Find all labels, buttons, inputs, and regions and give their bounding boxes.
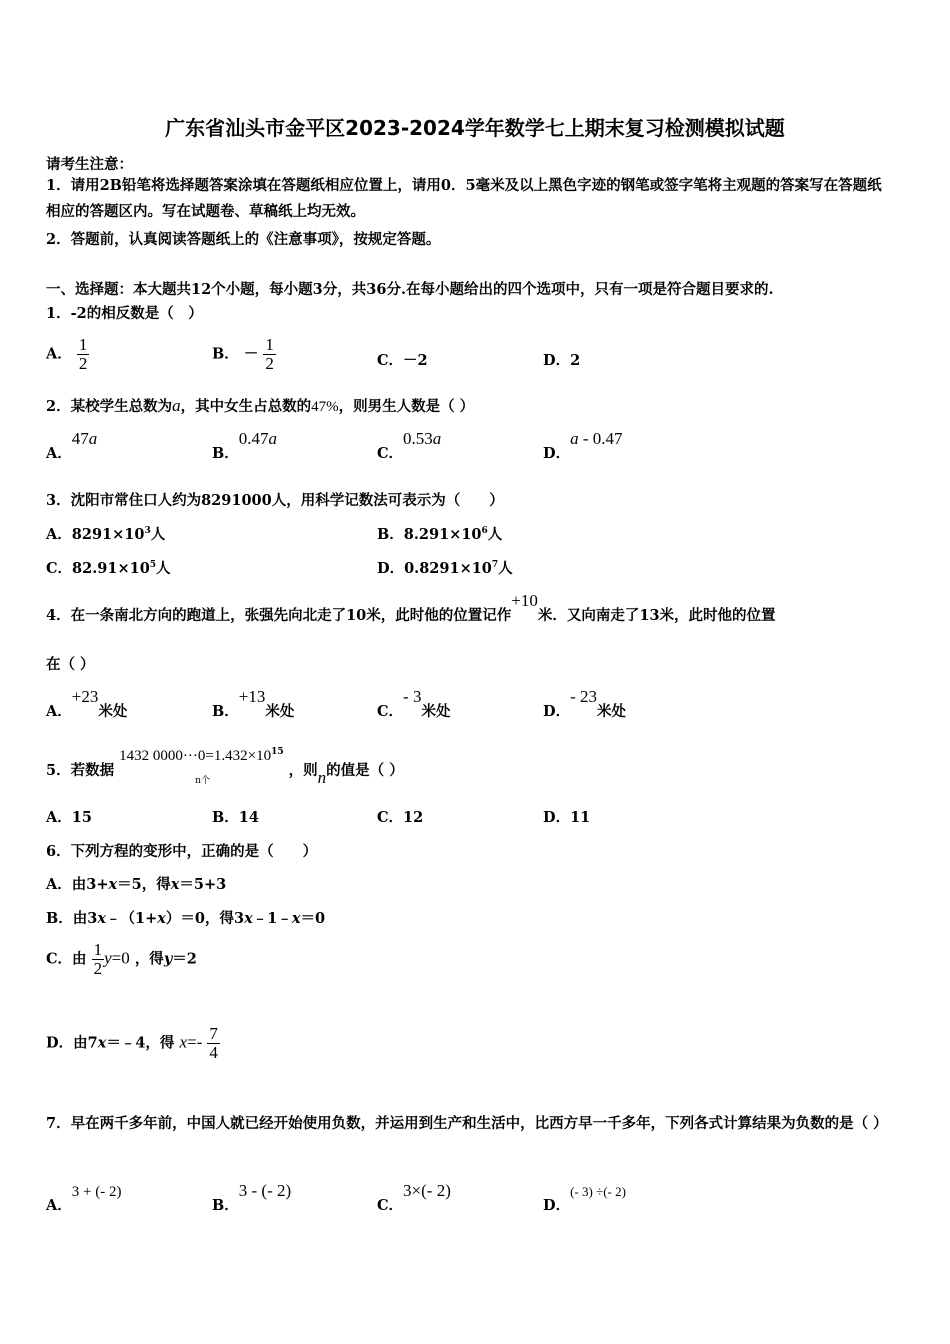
q1-option-c	[377, 349, 428, 370]
q5-option-a	[46, 806, 92, 827]
stem-text: ，其中女生占总数的	[180, 398, 312, 415]
text: ＝0	[300, 910, 326, 927]
text: ＝5，得	[117, 876, 171, 893]
option-label: C．	[377, 445, 404, 462]
variable-a: a	[268, 429, 278, 448]
text: ＝5+3	[179, 876, 227, 893]
option-label: B．	[212, 445, 239, 462]
option-label: B．	[212, 703, 239, 720]
notice-heading: 请考生注意：	[46, 156, 133, 173]
q1-option-b	[212, 336, 276, 373]
fraction	[263, 336, 276, 373]
option-label: C．	[377, 352, 404, 369]
text: B．由3	[46, 910, 98, 927]
variable-x: x	[170, 876, 180, 893]
option-value: 11	[570, 809, 591, 826]
expression-left: 1432 0000···0	[119, 748, 206, 764]
variable-x: x	[97, 1034, 107, 1052]
exponent: 15	[271, 747, 284, 758]
option-label: C．	[377, 1197, 404, 1214]
stem-text: 4．在一条南北方向的跑道上，张强先向北走了10米，此时他的位置记作	[46, 607, 512, 624]
option-label: D．	[377, 560, 405, 577]
unit: 人	[150, 526, 166, 543]
q6-option-b	[46, 907, 325, 928]
variable-y: y	[104, 948, 112, 968]
exponent: 5	[149, 560, 157, 571]
text: ，得	[134, 950, 164, 968]
option-value: 3×(- 2)	[403, 1181, 451, 1200]
q3-option-b	[377, 523, 502, 544]
numerator: 1	[78, 335, 88, 354]
option-label: A．	[46, 526, 72, 543]
exponent: 3	[144, 526, 151, 537]
text: ﹣（1+	[106, 910, 158, 927]
option-value: 8.291×10	[403, 526, 482, 543]
option-value: +23	[71, 687, 99, 706]
option-label: B．	[377, 526, 404, 543]
option-label: D．	[543, 809, 571, 826]
q7-option-a	[46, 1180, 122, 1214]
option-label: A．	[46, 1197, 72, 1214]
option-value: +13	[238, 687, 266, 706]
unit: 人	[487, 526, 503, 543]
q2-option-a	[46, 428, 98, 462]
q6-option-a	[46, 873, 226, 894]
variable-x: x	[97, 910, 107, 927]
option-value: - 3	[403, 687, 422, 706]
option-label: B．	[212, 809, 239, 826]
fraction	[92, 941, 105, 978]
option-value: - 0.47	[582, 429, 623, 448]
option-value: - 23	[570, 687, 597, 706]
option-label: C．	[46, 560, 73, 577]
option-label: A．	[46, 703, 72, 720]
option-label: C．	[377, 809, 404, 826]
option-label: C．	[377, 703, 404, 720]
stem-text: 的值是（ ）	[326, 762, 404, 779]
q4-option-d	[543, 686, 626, 720]
stem-text: ，则	[288, 762, 318, 779]
option-value: 0.53	[403, 429, 433, 448]
q5-option-b	[212, 806, 259, 827]
question-4-stem-cont: 在（ ）	[46, 656, 95, 673]
n-count-note: n个	[195, 776, 210, 786]
exponent: 7	[491, 560, 499, 571]
fraction	[77, 336, 90, 373]
q2-option-c	[377, 428, 442, 462]
text: D．由7	[46, 1034, 98, 1052]
option-label: D．	[543, 352, 571, 369]
option-label: A．	[46, 445, 72, 462]
number-expression	[119, 747, 284, 786]
q6-option-d	[46, 1025, 220, 1062]
text: ＝﹣4，得	[106, 1034, 175, 1052]
q5-option-d	[543, 806, 590, 827]
q4-option-b	[212, 686, 295, 720]
stem-text: 2．某校学生总数为	[46, 398, 173, 415]
q1-option-a	[46, 336, 89, 373]
stem-text: ，则男生人数是（ ）	[338, 398, 475, 415]
numerator: 1	[93, 940, 103, 959]
variable-a: a	[432, 429, 442, 448]
q2-option-b	[212, 428, 278, 462]
option-label: D．	[543, 445, 571, 462]
variable-x: x	[108, 876, 118, 893]
text: C．由	[46, 950, 87, 968]
unit: 米处	[421, 703, 451, 720]
notice-item-1: 1．请用2B铅笔将选择题答案涂填在答题纸相应位置上，请用0．5毫米及以上黑色字迹的钢笔或签字笔将主观题的答案写在答题纸相应的答题区内。写在试题卷、草稿纸上均无效。	[46, 177, 882, 220]
option-value: 3 + (- 2)	[71, 1184, 122, 1200]
percent: 47%	[311, 399, 339, 415]
fraction	[207, 1025, 220, 1062]
question-5-stem	[46, 747, 404, 787]
option-value: 2	[570, 352, 581, 369]
equals-zero: =0	[111, 948, 130, 968]
unit: 米处	[265, 703, 295, 720]
option-value: 8291×10	[71, 526, 145, 543]
q3-option-d	[377, 557, 513, 578]
option-value: (- 3) ÷(- 2)	[570, 1184, 626, 1199]
q7-option-b	[212, 1180, 292, 1214]
question-6-stem: 6．下列方程的变形中，正确的是（ ）	[46, 843, 318, 860]
denominator: 2	[93, 959, 103, 978]
variable-x: x	[179, 1032, 188, 1052]
option-value: 0.8291×10	[404, 560, 492, 577]
option-label: B．	[212, 345, 239, 363]
q4-option-c	[377, 686, 451, 720]
stem-text: 米．又向南走了13米，此时他的位置	[537, 607, 776, 624]
option-value: 12	[403, 809, 424, 826]
section-heading: 一、选择题：本大题共12个小题，每小题3分，共36分.在每小题给出的四个选项中，只有一项是符合题目要求的.	[46, 281, 774, 298]
question-1-stem: 1．-2的相反数是（ ）	[46, 305, 203, 322]
question-4-stem	[46, 590, 776, 624]
unit: 人	[498, 560, 513, 577]
option-label: A．	[46, 809, 72, 826]
unit: 人	[156, 560, 171, 577]
unit: 米处	[98, 703, 128, 720]
q2-option-d	[543, 428, 623, 462]
option-value: 0.47	[238, 429, 269, 448]
question-2-stem	[46, 395, 474, 416]
exponent: 6	[481, 526, 488, 537]
minus-sign: －	[243, 345, 259, 363]
variable-a: a	[88, 429, 98, 448]
notice-item-2: 2．答题前，认真阅读答题纸上的《注意事项》，按规定答题。	[46, 231, 441, 248]
question-7-stem: 7．早在两千多年前，中国人就已经开始使用负数，并运用到生产和生活中，比西方早一千多年，下列各式计算结果为负数的是（ ）	[46, 1115, 888, 1132]
option-value: 15	[71, 809, 92, 826]
q3-option-a	[46, 523, 165, 544]
denominator: 2	[265, 354, 274, 373]
question-3-stem: 3．沈阳市常住口人约为8291000人，用科学记数法可表示为（ ）	[46, 492, 504, 509]
q7-option-d	[543, 1180, 626, 1214]
variable-a: a	[570, 429, 579, 448]
page-title: 广东省汕头市金平区2023-2024学年数学七上期末复习检测模拟试题	[165, 116, 785, 140]
option-value: 47	[71, 429, 89, 448]
variable-x: x	[157, 910, 166, 927]
option-label: B．	[212, 1197, 239, 1214]
q7-option-c	[377, 1180, 451, 1214]
plus-ten: +10	[511, 591, 538, 610]
numerator: 1	[265, 335, 274, 354]
option-value: －2	[403, 352, 428, 369]
unit: 米处	[597, 703, 626, 720]
option-label: D．	[543, 1197, 571, 1214]
denominator: 4	[209, 1043, 218, 1062]
option-value: 14	[238, 809, 259, 826]
equals-minus: =-	[187, 1032, 203, 1052]
expression-right: =1.432×10	[205, 748, 272, 764]
option-value: 82.91×10	[72, 560, 150, 577]
q6-option-c	[46, 941, 197, 978]
text: ﹣1﹣	[252, 910, 292, 927]
variable-y: y	[163, 950, 173, 968]
q1-option-d	[543, 349, 580, 370]
denominator: 2	[78, 354, 88, 373]
option-value: 3 - (- 2)	[238, 1181, 292, 1200]
variable-n: n	[317, 768, 327, 787]
variable-x: x	[291, 910, 301, 927]
option-label: A．	[46, 345, 72, 363]
option-label: D．	[543, 703, 571, 720]
q4-option-a	[46, 686, 128, 720]
text: ）＝0，得3	[165, 910, 245, 927]
q3-option-c	[46, 557, 171, 578]
stem-text: 5．若数据	[46, 762, 115, 779]
q5-option-c	[377, 806, 423, 827]
text: A．由3+	[46, 876, 109, 893]
variable-a: a	[172, 396, 181, 415]
numerator: 7	[209, 1024, 218, 1043]
variable-x: x	[244, 910, 253, 927]
text: ＝2	[172, 950, 197, 968]
